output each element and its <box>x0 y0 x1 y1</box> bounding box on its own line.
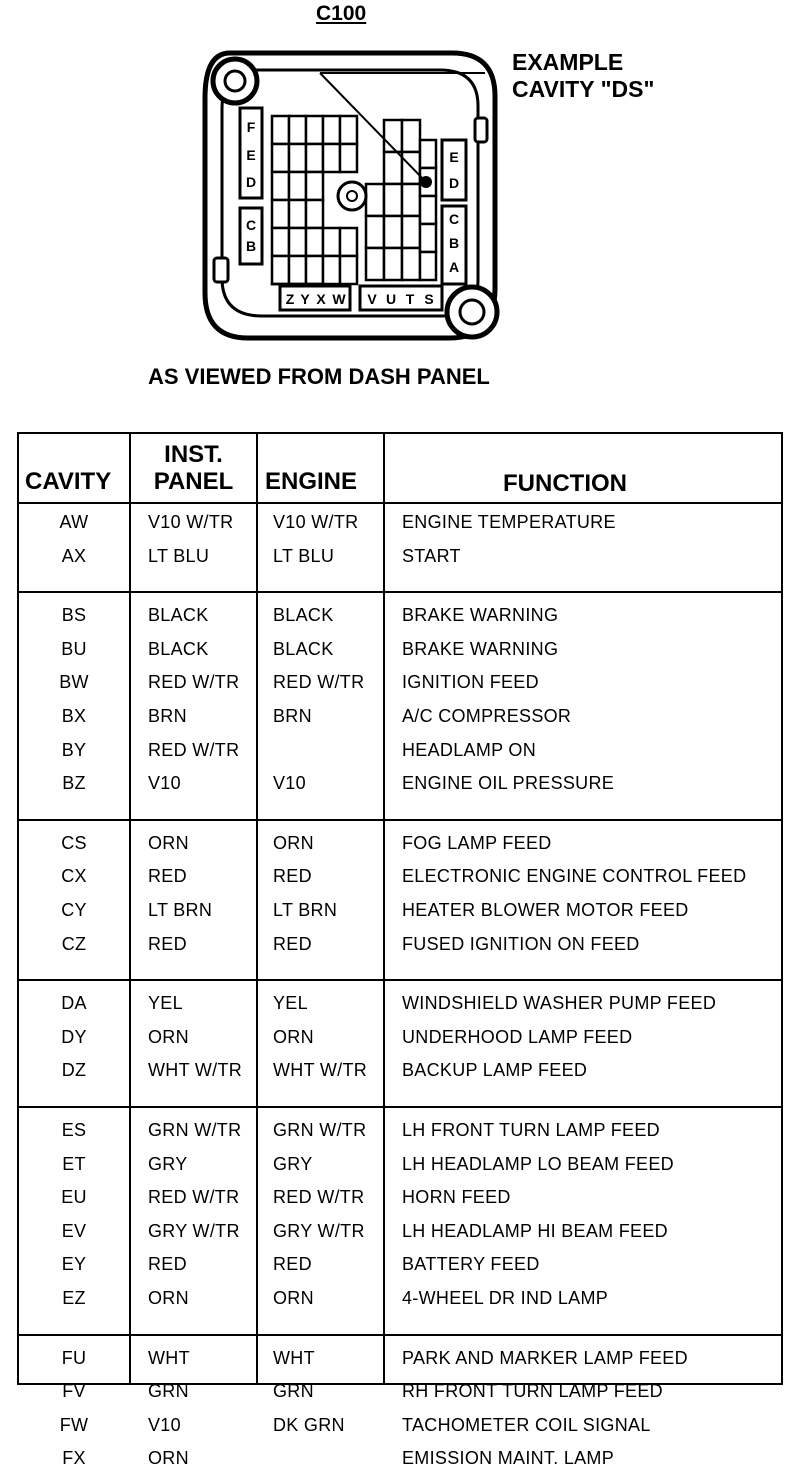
cavity <box>289 144 306 172</box>
group-divider <box>19 979 781 981</box>
cavity-cell: CX <box>19 866 129 887</box>
inst-panel-cell: LT BRN <box>148 900 212 921</box>
center-post <box>338 182 366 210</box>
cavity-cell: BY <box>19 740 129 761</box>
cavity <box>340 144 357 172</box>
cavity <box>323 144 340 172</box>
engine-cell: GRN W/TR <box>273 1120 366 1141</box>
table-row <box>19 546 781 579</box>
table-row <box>19 1288 781 1321</box>
table-row <box>19 866 781 899</box>
cavity <box>289 172 306 200</box>
engine-cell: BLACK <box>273 605 334 626</box>
function-cell: UNDERHOOD LAMP FEED <box>402 1027 632 1048</box>
table-row <box>19 1415 781 1448</box>
table-row <box>19 1060 781 1093</box>
engine-cell: RED W/TR <box>273 1187 364 1208</box>
table-row <box>19 833 781 866</box>
cavity-cell: EZ <box>19 1288 129 1309</box>
engine-cell: DK GRN <box>273 1415 345 1436</box>
mounting-boss-bottom-right <box>447 287 497 337</box>
pin-label: F <box>247 119 256 135</box>
inst-panel-cell: ORN <box>148 833 189 854</box>
cavity <box>323 256 340 284</box>
function-cell: FOG LAMP FEED <box>402 833 552 854</box>
latch-left <box>214 258 228 282</box>
function-cell: HORN FEED <box>402 1187 511 1208</box>
cavity <box>272 256 289 284</box>
cavity-cell: BS <box>19 605 129 626</box>
cavity-cell: DZ <box>19 1060 129 1081</box>
cavity <box>402 184 420 216</box>
engine-cell: BLACK <box>273 639 334 660</box>
cavity <box>272 200 289 228</box>
inst-panel-cell: WHT W/TR <box>148 1060 242 1081</box>
group-divider <box>19 1334 781 1336</box>
engine-cell: GRY <box>273 1154 313 1175</box>
column-header-inst-line2: PANEL <box>131 468 256 495</box>
function-cell: TACHOMETER COIL SIGNAL <box>402 1415 651 1436</box>
cavity <box>420 224 436 252</box>
function-cell: BRAKE WARNING <box>402 639 558 660</box>
cavity <box>366 184 384 216</box>
function-cell: START <box>402 546 461 567</box>
inst-panel-cell: ORN <box>148 1288 189 1309</box>
cavity <box>289 116 306 144</box>
inst-panel-cell: GRY W/TR <box>148 1221 240 1242</box>
example-cavity-label <box>512 49 654 103</box>
inst-panel-cell: BLACK <box>148 639 209 660</box>
table-row <box>19 1187 781 1220</box>
example-label-line2: CAVITY "DS" <box>512 76 654 103</box>
function-cell: RH FRONT TURN LAMP FEED <box>402 1381 663 1402</box>
cavity <box>340 256 357 284</box>
function-cell: BRAKE WARNING <box>402 605 558 626</box>
table-row <box>19 1154 781 1187</box>
function-cell: ELECTRONIC ENGINE CONTROL FEED <box>402 866 746 887</box>
cavity <box>306 228 323 256</box>
function-cell: BATTERY FEED <box>402 1254 540 1275</box>
function-cell: FUSED IGNITION ON FEED <box>402 934 640 955</box>
function-cell: HEATER BLOWER MOTOR FEED <box>402 900 689 921</box>
cavity <box>384 216 402 248</box>
engine-cell: V10 <box>273 773 306 794</box>
pin-label: Y <box>300 291 310 307</box>
inst-panel-cell: ORN <box>148 1027 189 1048</box>
cavity-cell: AX <box>19 546 129 567</box>
pin-label: D <box>449 175 459 191</box>
table-row <box>19 1254 781 1287</box>
pin-label: V <box>367 291 377 307</box>
pin-label: W <box>332 291 346 307</box>
inst-panel-cell: RED <box>148 934 187 955</box>
column-header-engine: ENGINE <box>265 468 357 495</box>
cavity <box>306 172 323 200</box>
connector-face-diagram <box>200 48 510 348</box>
pin-label: E <box>449 149 458 165</box>
function-cell: EMISSION MAINT. LAMP <box>402 1448 614 1469</box>
engine-cell: RED <box>273 934 312 955</box>
column-header-inst-panel <box>131 441 256 495</box>
pin-label: T <box>406 291 415 307</box>
engine-cell: LT BRN <box>273 900 337 921</box>
example-cavity-ds-marker <box>420 176 432 188</box>
cavity <box>402 248 420 280</box>
engine-cell: RED <box>273 866 312 887</box>
cavity <box>366 216 384 248</box>
cavity <box>306 116 323 144</box>
cavity-cell: EV <box>19 1221 129 1242</box>
engine-cell: RED <box>273 1254 312 1275</box>
inst-panel-cell: RED <box>148 1254 187 1275</box>
cavity <box>384 184 402 216</box>
cavity <box>272 116 289 144</box>
cavity <box>272 172 289 200</box>
cavity-cell: BU <box>19 639 129 660</box>
engine-cell: ORN <box>273 833 314 854</box>
table-row <box>19 1381 781 1414</box>
inst-panel-cell: BRN <box>148 706 187 727</box>
table-row <box>19 605 781 638</box>
cavity-cell: ET <box>19 1154 129 1175</box>
cavity-cell: BX <box>19 706 129 727</box>
cavity <box>402 216 420 248</box>
table-row <box>19 934 781 967</box>
right-lower-pin-labels <box>449 211 459 275</box>
cavity-cell: EU <box>19 1187 129 1208</box>
inst-panel-cell: GRN <box>148 1381 189 1402</box>
latch-right <box>475 118 487 142</box>
cavity-cell: EY <box>19 1254 129 1275</box>
engine-cell: LT BLU <box>273 546 334 567</box>
cavity-cell: BW <box>19 672 129 693</box>
mounting-boss-top-left <box>213 59 257 103</box>
inst-panel-cell: GRN W/TR <box>148 1120 241 1141</box>
pin-label: A <box>449 259 459 275</box>
function-cell: A/C COMPRESSOR <box>402 706 571 727</box>
cavity-cell: FX <box>19 1448 129 1469</box>
engine-cell: RED W/TR <box>273 672 364 693</box>
cavity-cell: FU <box>19 1348 129 1369</box>
left-upper-pin-labels <box>246 119 256 190</box>
pin-label: B <box>246 238 256 254</box>
inst-panel-cell: V10 <box>148 1415 181 1436</box>
connector-title: C100 <box>316 2 366 26</box>
group-divider <box>19 1106 781 1108</box>
engine-cell: WHT W/TR <box>273 1060 367 1081</box>
function-cell: LH HEADLAMP HI BEAM FEED <box>402 1221 668 1242</box>
cavity <box>420 252 436 280</box>
pin-label: Z <box>286 291 295 307</box>
cavity <box>340 228 357 256</box>
inst-panel-cell: YEL <box>148 993 183 1014</box>
table-row <box>19 1120 781 1153</box>
engine-cell: GRN <box>273 1381 314 1402</box>
function-cell: IGNITION FEED <box>402 672 539 693</box>
table-row <box>19 993 781 1026</box>
cavity <box>340 116 357 144</box>
cavity <box>289 200 306 228</box>
example-label-line1: EXAMPLE <box>512 49 654 76</box>
cavity-cell: CY <box>19 900 129 921</box>
cavity <box>420 196 436 224</box>
table-row <box>19 639 781 672</box>
cavity <box>402 120 420 152</box>
pinout-table <box>17 432 783 1385</box>
cavity <box>272 144 289 172</box>
table-row <box>19 773 781 806</box>
function-cell: LH FRONT TURN LAMP FEED <box>402 1120 660 1141</box>
engine-cell: BRN <box>273 706 312 727</box>
inst-panel-cell: RED W/TR <box>148 740 239 761</box>
function-cell: LH HEADLAMP LO BEAM FEED <box>402 1154 674 1175</box>
inst-panel-cell: V10 <box>148 773 181 794</box>
cavity-cell: BZ <box>19 773 129 794</box>
cavity <box>323 116 340 144</box>
cavity <box>306 256 323 284</box>
cavity-cell: AW <box>19 512 129 533</box>
table-row <box>19 1448 781 1481</box>
column-header-inst-line1: INST. <box>131 441 256 468</box>
table-row <box>19 672 781 705</box>
cavity <box>289 256 306 284</box>
table-row <box>19 706 781 739</box>
pin-label: E <box>246 147 255 163</box>
engine-cell: V10 W/TR <box>273 512 358 533</box>
inst-panel-cell: GRY <box>148 1154 188 1175</box>
column-header-function: FUNCTION <box>503 470 627 497</box>
inst-panel-cell: V10 W/TR <box>148 512 233 533</box>
engine-cell: YEL <box>273 993 308 1014</box>
function-cell: ENGINE TEMPERATURE <box>402 512 616 533</box>
cavity <box>289 228 306 256</box>
function-cell: BACKUP LAMP FEED <box>402 1060 587 1081</box>
inst-panel-cell: BLACK <box>148 605 209 626</box>
inst-panel-cell: RED <box>148 866 187 887</box>
table-row <box>19 1221 781 1254</box>
table-row <box>19 900 781 933</box>
cavity-cell: FW <box>19 1415 129 1436</box>
function-cell: PARK AND MARKER LAMP FEED <box>402 1348 688 1369</box>
pin-label: D <box>246 174 256 190</box>
function-cell: ENGINE OIL PRESSURE <box>402 773 614 794</box>
pin-label: B <box>449 235 459 251</box>
pin-label: X <box>316 291 326 307</box>
inst-panel-cell: RED W/TR <box>148 1187 239 1208</box>
view-caption: AS VIEWED FROM DASH PANEL <box>148 364 490 390</box>
cavity-cell: DY <box>19 1027 129 1048</box>
cavity-cell: FV <box>19 1381 129 1402</box>
cavity-cell: CZ <box>19 934 129 955</box>
function-cell: 4-WHEEL DR IND LAMP <box>402 1288 608 1309</box>
group-divider <box>19 591 781 593</box>
engine-cell: ORN <box>273 1027 314 1048</box>
engine-cell: ORN <box>273 1288 314 1309</box>
cavity <box>366 248 384 280</box>
cavity <box>323 228 340 256</box>
pin-label: S <box>424 291 433 307</box>
pin-label: C <box>449 211 459 227</box>
inst-panel-cell: ORN <box>148 1448 189 1469</box>
cavity <box>306 144 323 172</box>
cavity <box>384 152 402 184</box>
cavity <box>420 140 436 168</box>
cavity <box>384 248 402 280</box>
header-divider <box>19 502 781 504</box>
inst-panel-cell: WHT <box>148 1348 190 1369</box>
table-row <box>19 1027 781 1060</box>
column-header-cavity: CAVITY <box>25 468 111 495</box>
cavity-cell: CS <box>19 833 129 854</box>
cavity <box>272 228 289 256</box>
table-row <box>19 740 781 773</box>
cavity <box>306 200 323 228</box>
group-divider <box>19 819 781 821</box>
inst-panel-cell: RED W/TR <box>148 672 239 693</box>
function-cell: HEADLAMP ON <box>402 740 536 761</box>
cavity-cell: ES <box>19 1120 129 1141</box>
cavity-cell: DA <box>19 993 129 1014</box>
table-row <box>19 512 781 545</box>
engine-cell: GRY W/TR <box>273 1221 365 1242</box>
engine-cell: WHT <box>273 1348 315 1369</box>
pin-label: C <box>246 217 256 233</box>
table-row <box>19 1348 781 1381</box>
inst-panel-cell: LT BLU <box>148 546 209 567</box>
pin-label: U <box>386 291 396 307</box>
function-cell: WINDSHIELD WASHER PUMP FEED <box>402 993 716 1014</box>
